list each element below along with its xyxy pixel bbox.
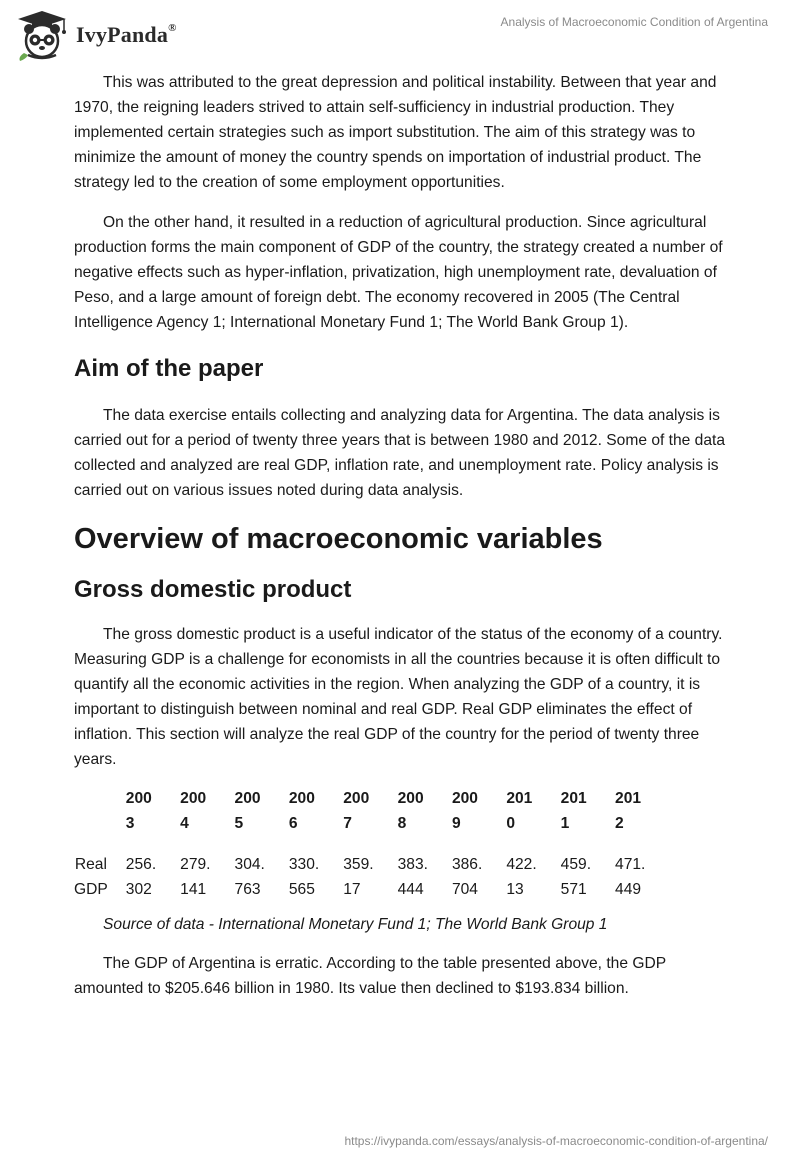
value-cell: 459. 571 bbox=[560, 856, 592, 898]
paragraph-5: The GDP of Argentina is erratic. According to the table presented above, the GDP amounted to $205.646 billion in 1980. Its value then declined to $193.834 billion. bbox=[74, 955, 666, 997]
gdp-table bbox=[68, 786, 657, 902]
year-cell: 200 5 bbox=[234, 790, 261, 832]
year-cell: 200 9 bbox=[451, 790, 478, 832]
value-cell: 304. 763 bbox=[234, 856, 265, 898]
year-cell: 200 8 bbox=[397, 790, 424, 832]
paragraph-1: This was attributed to the great depression and political instability. Between that year and 1970, the reigning leaders strived to attain self-sufficiency in industrial production. They implemented certain strategies such as import substitution. The aim of this strategy was to minimize the amount of money the country spends on importation of industrial product. The strategy led to the creation of some employment opportunities. bbox=[74, 74, 717, 191]
year-cell: 200 4 bbox=[180, 790, 207, 832]
value-cell: 386. 704 bbox=[451, 856, 483, 898]
article-body bbox=[74, 70, 734, 1001]
table-row bbox=[68, 852, 657, 902]
heading-overview: Overview of macroeconomic variables bbox=[74, 523, 603, 555]
source-url-link[interactable]: https://ivypanda.com/essays/analysis-of-macroeconomic-condition-of-argentina/ bbox=[344, 1134, 768, 1148]
year-cell: 201 1 bbox=[560, 790, 587, 832]
heading-gdp: Gross domestic product bbox=[74, 576, 352, 603]
year-cell: 200 7 bbox=[343, 790, 370, 832]
value-cell: 256. 302 bbox=[125, 856, 157, 898]
year-cell: 200 3 bbox=[125, 790, 152, 832]
paragraph-2: On the other hand, it resulted in a reduction of agricultural production. Since agricultural production forms the main component of GDP of the country, the strategy created a number of negative effects such as hyper-inflation, privatization, high unemployment rate, devaluation of Peso, and a large amount of foreign debt. The economy recovered in 2005 (The Central Intelligence Agency 1; International Monetary Fund 1; The World Bank Group 1). bbox=[74, 214, 723, 331]
value-cell: 359. 17 bbox=[343, 856, 374, 898]
year-cell: 201 2 bbox=[615, 790, 642, 832]
panda-logo-icon bbox=[14, 9, 70, 61]
value-cell: 330. 565 bbox=[288, 856, 320, 898]
table-source-caption: Source of data - International Monetary Fund 1; The World Bank Group 1 bbox=[103, 916, 608, 933]
value-cell: 279. 141 bbox=[180, 856, 211, 898]
page-header bbox=[0, 0, 800, 64]
heading-aim-of-paper: Aim of the paper bbox=[74, 355, 264, 382]
year-cell: 200 6 bbox=[288, 790, 315, 832]
logo[interactable] bbox=[14, 9, 177, 61]
value-cell: 471. 449 bbox=[615, 856, 646, 898]
table-header-row bbox=[68, 786, 657, 852]
row-label-real-gdp: Real GDP bbox=[74, 856, 108, 898]
logo-wordmark: IvyPanda® bbox=[76, 21, 177, 47]
value-cell: 383. 444 bbox=[397, 856, 428, 898]
year-cell: 201 0 bbox=[506, 790, 533, 832]
paragraph-3: The data exercise entails collecting and analyzing data for Argentina. The data analysis is carried out for a period of twenty three years that is between 1980 and 2012. Some of the data collected and analyzed are real GDP, inflation rate, and unemployment rate. Policy analysis is carried out on various issues noted during data analysis. bbox=[74, 407, 726, 499]
document-title: Analysis of Macroeconomic Condition of Argentina bbox=[500, 15, 768, 29]
table-corner-cell bbox=[68, 786, 114, 852]
value-cell: 422. 13 bbox=[506, 856, 537, 898]
paragraph-4: The gross domestic product is a useful indicator of the status of the economy of a country. Measuring GDP is a challenge for economists in all the countries because it is often difficult to quantify all the economic activities in the region. When analyzing the GDP of a country, it is important to distinguish between nominal and real GDP. Real GDP eliminates the effect of inflation. This section will analyze the real GDP of the country for the period of twenty three years. bbox=[74, 626, 723, 768]
